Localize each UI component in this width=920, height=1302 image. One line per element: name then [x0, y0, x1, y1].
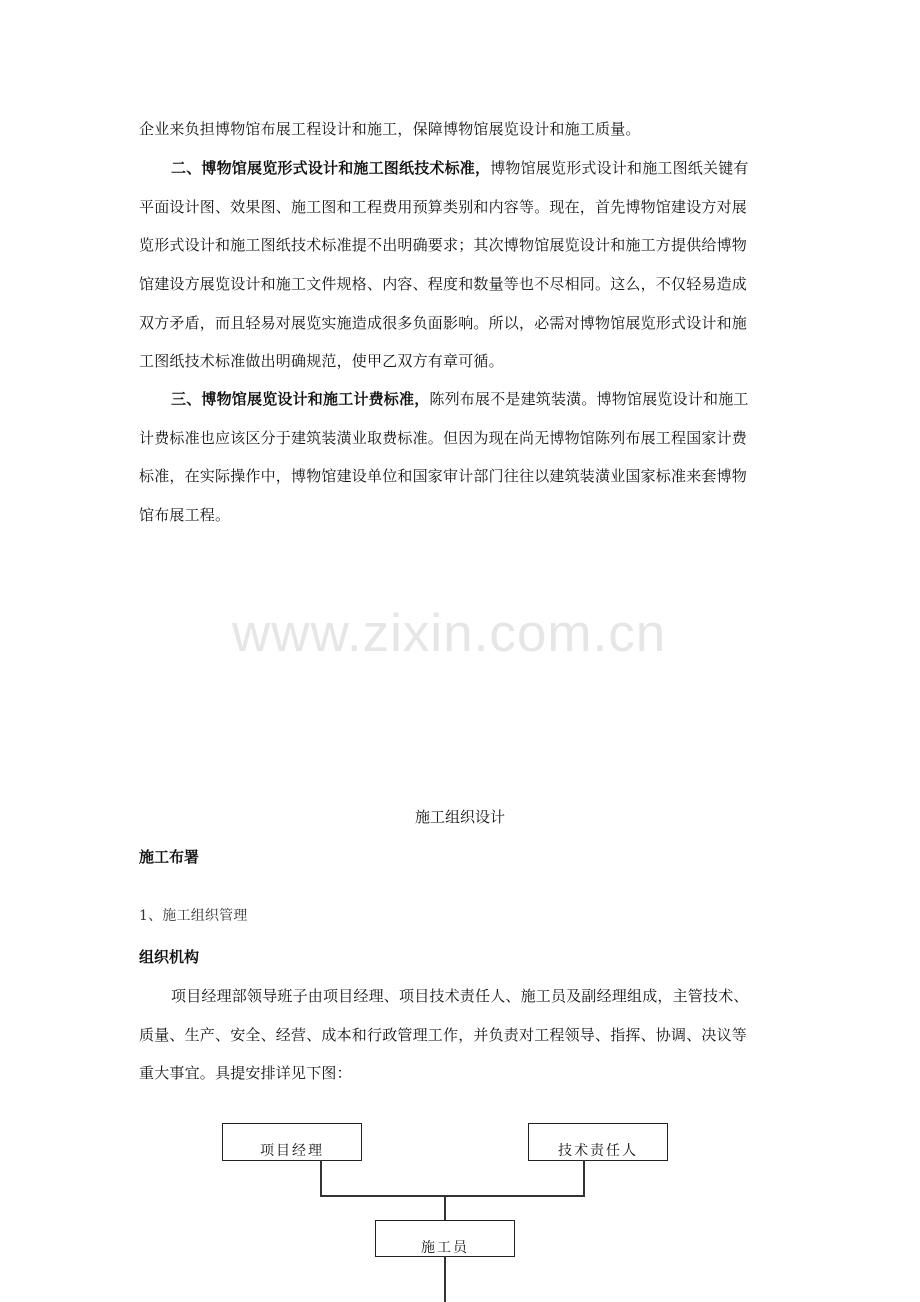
paragraph-4-line: 质量、生产、安全、经营、成本和行政管理工作，并负责对工程领导、指挥、协调、决议等 — [139, 1026, 748, 1044]
paragraph-2-line: 馆建设方展览设计和施工文件规格、内容、程度和数量等也不尽相同。这么，不仅轻易造成 — [139, 275, 748, 293]
connector-line — [583, 1160, 585, 1197]
org-node-construction-worker: 施工员 — [375, 1220, 515, 1257]
paragraph-3-line: 馆布展工程。 — [139, 506, 231, 524]
paragraph-3-heading: 三、博物馆展览设计和施工计费标准， — [171, 390, 430, 408]
paragraph-3-line: 计费标准也应该区分于建筑装潢业取费标准。但因为现在尚无博物馆陈列布展工程国家计费 — [139, 429, 748, 447]
paragraph-2-text: 博物馆展览形式设计和施工图纸关键有 — [490, 159, 749, 177]
paragraph-continuation: 企业来负担博物馆布展工程设计和施工，保障博物馆展览设计和施工质量。 — [139, 120, 641, 138]
paragraph-2-line: 平面设计图、效果图、施工图和工程费用预算类别和内容等。现在，首先博物馆建设方对展 — [139, 198, 748, 216]
connector-line — [444, 1195, 446, 1221]
section-title: 施工组织设计 — [414, 808, 505, 826]
paragraph-3-line: 标准，在实际操作中，博物馆建设单位和国家审计部门往往以建筑装潢业国家标准来套博物 — [139, 467, 748, 485]
paragraph-2-line: 览形式设计和施工图纸技术标准提不出明确要求；其次博物馆展览设计和施工方提供给博物 — [139, 236, 748, 254]
paragraph-2-line: 双方矛盾，而且轻易对展览实施造成很多负面影响。所以，必需对博物馆展览形式设计和施 — [139, 314, 748, 332]
paragraph-2-line: 工图纸技术标准做出明确规范，使甲乙双方有章可循。 — [139, 352, 504, 370]
heading-organization: 组织机构 — [139, 948, 200, 966]
connector-line — [320, 1160, 322, 1197]
paragraph-4-line: 重大事宜。具提安排详见下图： — [139, 1064, 352, 1082]
connector-line — [444, 1256, 446, 1302]
paragraph-4-line: 项目经理部领导班子由项目经理、项目技术责任人、施工员及副经理组成，主管技术、 — [171, 987, 749, 1005]
heading-construction-layout: 施工布署 — [139, 848, 200, 866]
paragraph-3-first-line — [171, 389, 781, 409]
paragraph-3-text: 陈列布展不是建筑装潢。博物馆展览设计和施工 — [429, 390, 749, 408]
watermark: www.zixin.com.cn — [232, 604, 667, 663]
org-node-technical-lead: 技术责任人 — [528, 1123, 668, 1161]
connector-line — [320, 1195, 585, 1197]
paragraph-2-first-line — [171, 158, 781, 178]
subheading-organization-management: 1、施工组织管理 — [139, 908, 248, 924]
org-node-project-manager: 项目经理 — [222, 1123, 362, 1161]
paragraph-2-heading: 二、博物馆展览形式设计和施工图纸技术标准， — [171, 159, 491, 177]
